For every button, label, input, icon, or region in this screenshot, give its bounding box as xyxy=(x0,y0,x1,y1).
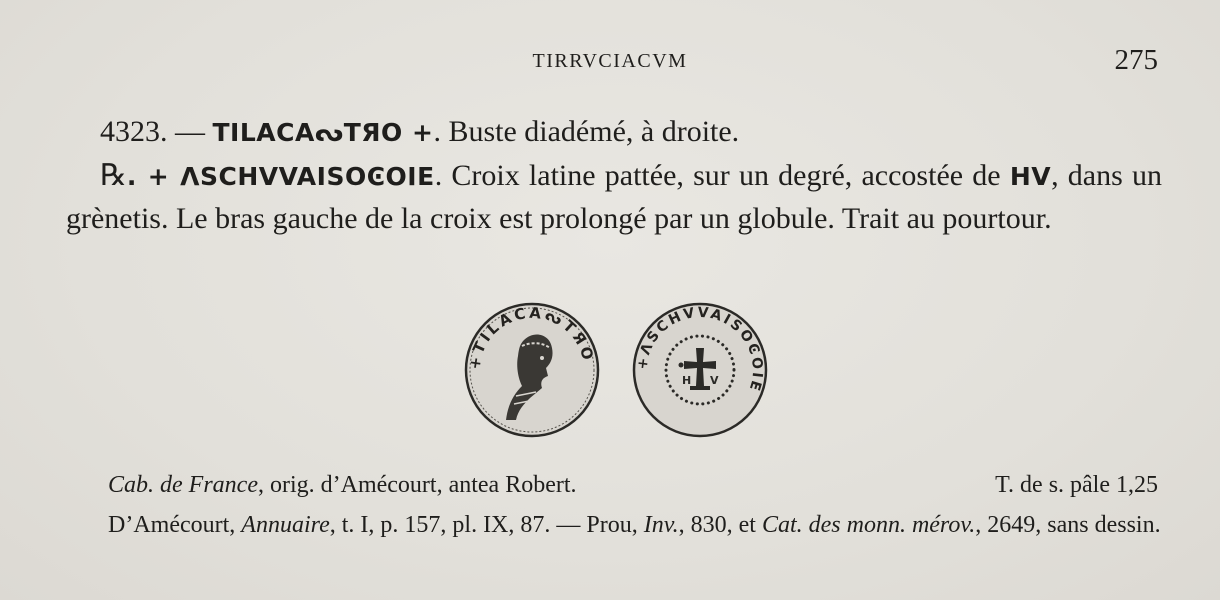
entry-dash: — xyxy=(167,115,213,148)
obverse-legend: TILACAᔓTЯO + xyxy=(212,118,434,147)
ref-work-annuaire: Annuaire xyxy=(241,512,330,538)
reverse-description-1: . Croix latine pattée, sur un degré, accostée de xyxy=(434,159,1010,192)
ref-work-cat: Cat. des monn. mérov. xyxy=(761,512,976,538)
reverse-rim-legend: +ΛSCHVVAISOϾΟΙΕ xyxy=(634,304,766,395)
coin-illustration xyxy=(462,300,780,440)
ref-citation-1: , t. I, p. 157, pl. IX, 87. — Prou, xyxy=(329,512,644,538)
coin-obverse-bust-icon xyxy=(462,300,602,440)
ref-citation-3: , 2649, sans dessin. xyxy=(975,512,1161,538)
ref-author: D’Amécourt, xyxy=(108,512,242,538)
reverse-mark: ℞ xyxy=(100,158,127,193)
reverse-legend: . + ΛSCHVVAISOϾΟΙΕ xyxy=(126,162,435,191)
provenance-line xyxy=(108,468,577,502)
ref-citation-2: , 830, et xyxy=(678,512,762,538)
page-number: 275 xyxy=(1114,44,1158,76)
entry-obverse xyxy=(100,111,1162,154)
metal-weight: T. de s. pâle 1,25 xyxy=(995,472,1158,498)
entry-number: 4323. xyxy=(100,115,168,148)
coin-reverse-cross-icon xyxy=(630,300,770,440)
reverse-letters: HV xyxy=(1009,162,1052,191)
svg-text:V: V xyxy=(710,374,719,387)
reverse-description-2: , dans un grènetis. Le bras gauche de la croix est prolongé par un globule. Trait au pourtour. xyxy=(66,159,1162,235)
cabinet-name: Cab. de France xyxy=(108,472,258,498)
ref-work-inv: Inv. xyxy=(643,512,679,538)
provenance-origin: , orig. d’Amécourt, antea Robert. xyxy=(257,472,577,498)
running-title: TIRRVCIACVM xyxy=(532,50,688,72)
obverse-rim-legend: +TILACAᔓTЯO xyxy=(465,303,598,371)
entry-reverse xyxy=(66,155,1162,240)
bibliography xyxy=(66,508,1162,542)
obverse-description: . Buste diadémé, à droite. xyxy=(433,115,740,148)
svg-text:H: H xyxy=(682,374,692,387)
